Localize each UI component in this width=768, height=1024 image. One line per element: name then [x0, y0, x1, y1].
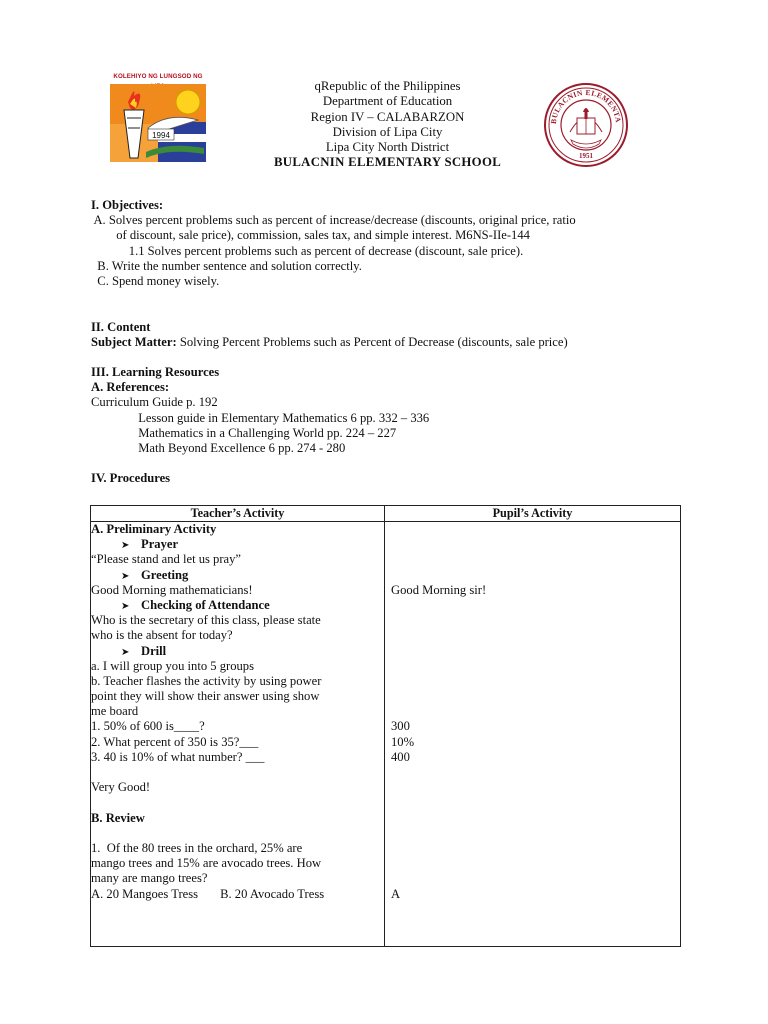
content-title: II. Content	[91, 319, 151, 334]
pupil-activity-line	[391, 537, 676, 552]
pupil-activity-line	[391, 598, 676, 613]
reference-line: Mathematics in a Challenging World pp. 224 – 227	[91, 425, 397, 440]
pupil-activity-line	[391, 522, 676, 537]
objective-line: 1.1 Solves percent problems such as percent of decrease (discount, sale price).	[91, 243, 524, 258]
teacher-activity-line	[91, 826, 383, 841]
teacher-activity-text: Very Good!	[91, 780, 151, 795]
teacher-activity-line	[91, 856, 383, 871]
document-header	[180, 79, 595, 171]
pupil-activity-line	[391, 613, 676, 628]
pupil-activity-line	[391, 871, 676, 886]
logo-banner-text: KOLEHIYO NG LUNGSOD NG	[113, 73, 203, 80]
teacher-activity-text: 1. 50% of 600 is____?	[91, 719, 205, 734]
teacher-activity-text: 2. What percent of 350 is 35?___	[91, 734, 259, 749]
objective-line: of discount, sale price), commission, sales tax, and simple interest. M6NS-IIe-144	[91, 228, 530, 243]
pupil-activity-line: 400	[391, 749, 410, 764]
pupil-activity-line: 300	[391, 719, 410, 734]
teacher-activity-line	[91, 613, 383, 628]
pupil-activity-line	[391, 841, 676, 856]
reference-line: Math Beyond Excellence 6 pp. 274 - 280	[91, 441, 346, 455]
teacher-activity-text: Drill	[141, 643, 167, 658]
teacher-activity-line	[91, 750, 383, 765]
teacher-activity-text: Prayer	[141, 537, 179, 552]
teacher-activity-line	[91, 887, 383, 902]
teacher-activity-text: A. Preliminary Activity	[91, 522, 217, 536]
teacher-activity-line	[91, 871, 383, 886]
pupil-activity-line	[391, 780, 676, 795]
arrow-bullet-icon: ➤	[121, 646, 130, 658]
teacher-activity-text: A. 20 Mangoes Tress B. 20 Avocado Tress	[91, 886, 325, 901]
pupil-activity-line: Good Morning sir!	[391, 582, 487, 597]
teacher-activity-line	[91, 674, 383, 689]
objectives-title: I. Objectives:	[91, 198, 164, 212]
objective-line: C. Spend money wisely.	[91, 273, 220, 288]
teacher-activity-line	[91, 644, 383, 659]
teacher-activity-line	[91, 552, 383, 567]
teacher-activity-header: Teacher’s Activity	[190, 506, 285, 520]
teacher-activity-text: a. I will group you into 5 groups	[91, 658, 255, 673]
pupil-activity-line	[391, 765, 676, 780]
pupil-activity-line	[391, 628, 676, 643]
teacher-activity-text: Good Morning mathematicians!	[91, 582, 253, 597]
teacher-activity-line	[91, 765, 383, 780]
pupil-activity-line	[391, 568, 676, 583]
teacher-activity-text: who is the absent for today?	[91, 628, 233, 643]
references-label: A. References:	[91, 380, 170, 395]
teacher-activity-text: 1. Of the 80 trees in the orchard, 25% are	[91, 840, 303, 855]
logo-year: 1994	[152, 131, 170, 140]
header-line-region: Region IV – CALABARZON	[310, 109, 465, 124]
table-header-row	[91, 506, 680, 522]
header-line-department: Department of Education	[322, 94, 453, 109]
reference-line: Curriculum Guide p. 192	[91, 395, 218, 410]
resources-title: III. Learning Resources	[91, 365, 220, 380]
teacher-activity-text: 3. 40 is 10% of what number? ___	[91, 749, 265, 764]
seal-text: BULACNIN ELEMENTA	[548, 87, 623, 125]
teacher-activity-line	[91, 795, 383, 810]
teacher-activity-text: “Please stand and let us pray”	[91, 552, 242, 567]
pupil-activity-line	[391, 795, 676, 810]
teacher-activity-line	[91, 841, 383, 856]
pupil-activity-header: Pupil’s Activity	[492, 506, 573, 520]
arrow-bullet-icon: ➤	[121, 570, 130, 582]
arrow-bullet-icon: ➤	[121, 540, 130, 552]
teacher-activity-line	[91, 689, 383, 704]
pupil-activity-line	[391, 689, 676, 704]
procedures-title: IV. Procedures	[91, 471, 171, 486]
seal-year: 1951	[579, 152, 593, 160]
reference-line: Lesson guide in Elementary Mathematics 6 pp. 332 – 336	[91, 410, 430, 425]
teacher-activity-text: Greeting	[141, 567, 189, 582]
teacher-activity-text: many are mango trees?	[91, 871, 208, 886]
pupil-activity-line	[391, 856, 676, 871]
header-line-republic: qRepublic of the Philippines	[314, 79, 461, 93]
pupil-activity-line	[391, 826, 676, 841]
header-line-division: Division of Lipa City	[332, 124, 443, 139]
teacher-activity-text: B. Review	[91, 810, 145, 825]
subject-matter-label: Subject Matter:	[91, 334, 177, 349]
pupil-activity-line: A	[391, 886, 401, 901]
objective-line: A. Solves percent problems such as percent of increase/decrease (discounts, original price, ratio	[91, 213, 576, 228]
school-name: BULACNIN ELEMENTARY SCHOOL	[273, 155, 502, 170]
teacher-activity-line	[91, 537, 383, 552]
teacher-activity-text: point they will show their answer using show	[91, 689, 320, 704]
school-seal	[543, 82, 629, 168]
procedures-table	[90, 505, 681, 947]
school-seal-icon	[543, 82, 629, 168]
pupil-activity-line	[391, 659, 676, 674]
teacher-activity-column	[91, 522, 383, 902]
teacher-activity-line	[91, 735, 383, 750]
lesson-plan-body	[91, 198, 691, 487]
teacher-activity-line	[91, 659, 383, 674]
teacher-activity-line	[91, 522, 383, 537]
teacher-activity-text: Checking of Attendance	[141, 597, 270, 612]
teacher-activity-line	[91, 598, 383, 613]
teacher-activity-line	[91, 628, 383, 643]
subject-matter-value: Solving Percent Problems such as Percent of Decrease (discounts, sale price)	[176, 334, 568, 349]
pupil-activity-column	[391, 522, 676, 902]
header-line-district: Lipa City North District	[325, 140, 450, 155]
teacher-activity-text: Who is the secretary of this class, please state	[91, 613, 321, 628]
teacher-activity-line	[91, 811, 383, 826]
pupil-activity-line	[391, 811, 676, 826]
teacher-activity-line	[91, 780, 383, 795]
teacher-activity-line	[91, 719, 383, 734]
pupil-activity-line	[391, 644, 676, 659]
pupil-activity-line	[391, 552, 676, 567]
teacher-activity-text: mango trees and 15% are avocado trees. How	[91, 856, 322, 871]
teacher-activity-line	[91, 568, 383, 583]
objective-line: B. Write the number sentence and solution correctly.	[91, 258, 362, 273]
pupil-activity-line	[391, 674, 676, 689]
pupil-activity-line: 10%	[391, 734, 415, 749]
arrow-bullet-icon: ➤	[121, 600, 130, 612]
teacher-activity-line	[91, 704, 383, 719]
teacher-activity-text: me board	[91, 704, 139, 719]
subject-matter	[91, 335, 691, 350]
teacher-activity-line	[91, 583, 383, 598]
teacher-activity-text: b. Teacher flashes the activity by using power	[91, 673, 322, 688]
pupil-activity-line	[391, 704, 676, 719]
column-divider	[384, 506, 385, 946]
